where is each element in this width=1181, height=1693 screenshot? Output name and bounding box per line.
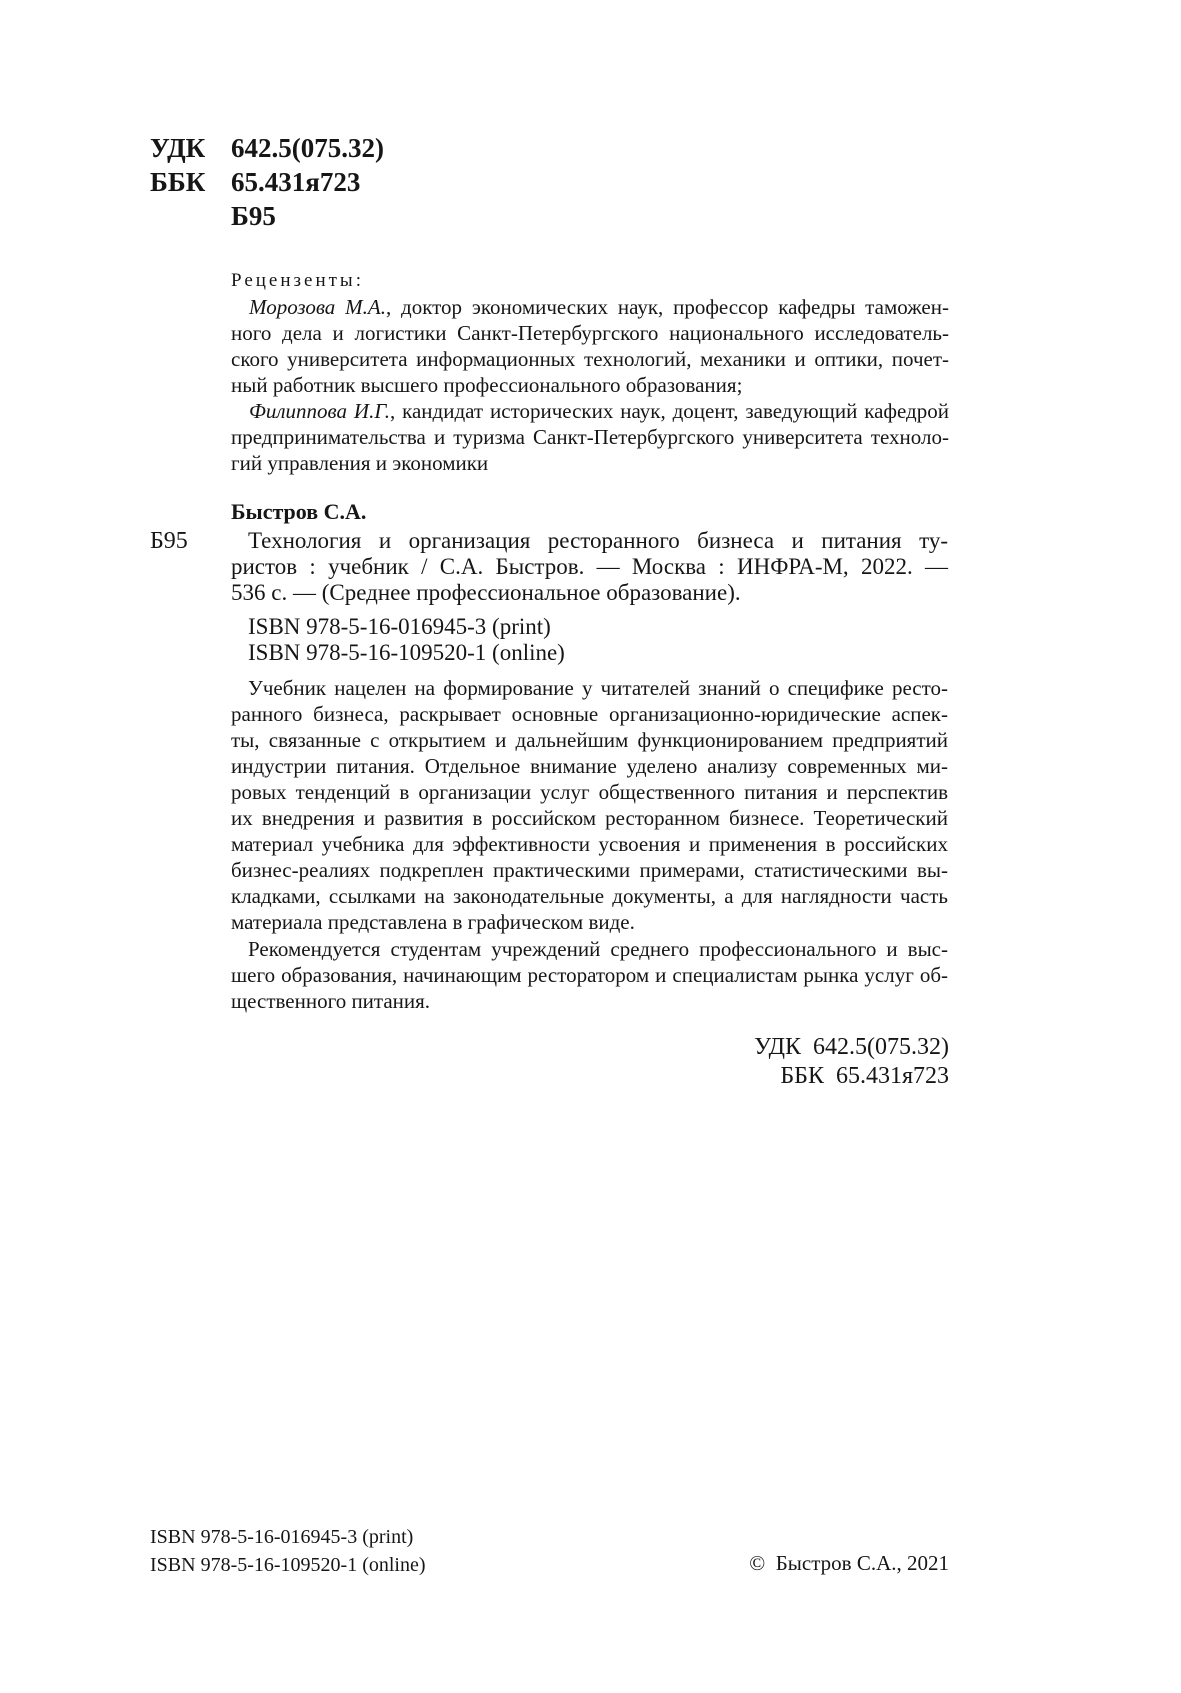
- entry-isbn-online: ISBN 978-5-16-109520-1 (online): [248, 640, 565, 665]
- udk-bottom: УДК 642.5(075.32): [754, 1034, 949, 1060]
- abstract-p1-line-9: кладками, ссылками на законодательные документы, а для наглядности часть: [231, 884, 948, 908]
- abstract-p2-line-3: щественного питания.: [231, 989, 431, 1013]
- entry-isbn-print: ISBN 978-5-16-016945-3 (print): [248, 614, 551, 639]
- abstract-p1-line-8: бизнес-реалиях подкреплен практическими примерами, статистическими вы-: [231, 858, 948, 882]
- entry-line-2: ристов : учебник / С.А. Быстров. — Москва : ИНФРА-М, 2022. —: [231, 554, 948, 579]
- bbk-label: ББК: [150, 167, 206, 197]
- reviewers-label: Рецензенты:: [231, 270, 364, 291]
- reviewer-2-line-3: гий управления и экономики: [231, 451, 489, 475]
- reviewer-1-line-1: Морозова М.А., доктор экономических наук, профессор кафедры таможен-: [249, 295, 949, 319]
- entry-sign: Б95: [150, 528, 188, 554]
- abstract-p1-line-5: ровых тенденций в организации услуг общественного питания и перспектив: [231, 780, 948, 804]
- bbk-line: [150, 165, 450, 199]
- reviewer-1-name: Морозова М.А.: [249, 295, 386, 319]
- abstract-p1-line-6: их внедрения и развития в российском ресторанном бизнесе. Теоретический: [231, 806, 948, 830]
- copyright-icon: ©: [749, 1551, 766, 1575]
- author-sign: Б95: [231, 201, 276, 231]
- udk-code: 642.5(075.32): [231, 133, 384, 163]
- abstract-p1-line-10: материала представлена в графическом виде.: [231, 910, 635, 934]
- abstract-p1-line-1: Учебник нацелен на формирование у читателей знаний о специфике ресто-: [248, 676, 948, 700]
- abstract-p1-line-7: материал учебника для эффективности усвоения и применения в российских: [231, 832, 948, 856]
- bbk-code: 65.431я723: [231, 167, 361, 197]
- entry-author: Быстров С.А.: [231, 499, 367, 524]
- udk-line: [150, 131, 450, 165]
- abstract-p2-line-1: Рекомендуется студентам учреждений среднего профессионального и выс-: [248, 937, 948, 961]
- udk-label: УДК: [150, 133, 206, 163]
- footer-copyright: [749, 1550, 949, 1577]
- reviewer-2-name: Филиппова И.Г.: [249, 399, 390, 423]
- bbk-bottom: ББК 65.431я723: [780, 1063, 949, 1089]
- footer-isbn-online: ISBN 978-5-16-109520-1 (online): [150, 1554, 426, 1576]
- abstract-p2-line-2: шего образования, начинающим ресторатором и специалистам рынка услуг об-: [231, 963, 948, 987]
- entry-line-3: 536 с. — (Среднее профессиональное образование).: [231, 580, 741, 605]
- abstract-p1-line-2: ранного бизнеса, раскрывает основные организационно-юридические аспек-: [231, 702, 948, 726]
- reviewer-2-line-2: предпринимательства и туризма Санкт-Петербургского университета техноло-: [231, 425, 949, 449]
- reviewer-1-line-4: ный работник высшего профессионального образования;: [231, 373, 743, 397]
- entry-line-1: Технология и организация ресторанного бизнеса и питания ту-: [248, 528, 948, 553]
- abstract-p1-line-3: ты, связанные с открытием и дальнейшим функционированием предприятий: [231, 728, 948, 752]
- reviewer-2-line-1: Филиппова И.Г., кандидат исторических наук, доцент, заведующий кафедрой: [249, 399, 949, 423]
- abstract-p1-line-4: индустрии питания. Отдельное внимание уделено анализу современных ми-: [231, 754, 948, 778]
- reviewer-1-line-3: ского университета информационных технологий, механики и оптики, почет-: [231, 347, 949, 371]
- footer-isbn-print: ISBN 978-5-16-016945-3 (print): [150, 1526, 414, 1548]
- reviewer-1-line-2: ного дела и логистики Санкт-Петербургского национального исследователь-: [231, 321, 949, 345]
- copyright-text: Быстров С.А., 2021: [775, 1551, 949, 1575]
